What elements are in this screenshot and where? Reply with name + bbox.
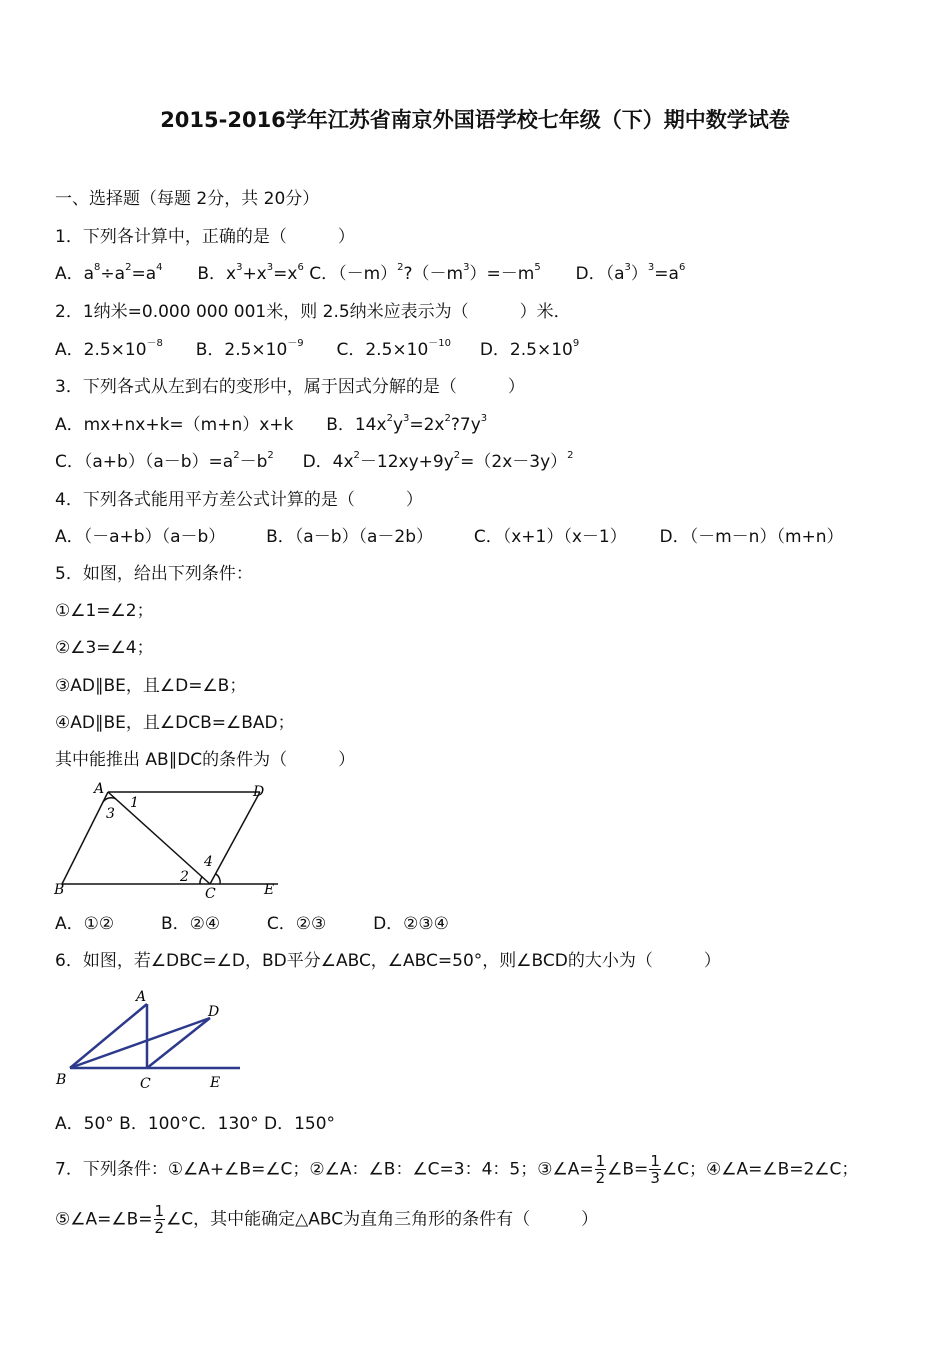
q6-fig-label-b: B: [56, 1072, 67, 1088]
q5-fig-angle-3: 3: [106, 806, 115, 822]
q1-stem: 1．下列各计算中，正确的是（ ）: [55, 227, 355, 247]
q7-fraction-1: [595, 1153, 607, 1186]
section-heading: 一、选择题（每题 2分，共 20分）: [55, 189, 320, 209]
q2-option-d: D．$2.5\times 10^9$: [479, 338, 580, 360]
q4-option-d: D．（－m－n）（m+n）: [659, 527, 844, 547]
page-title: 2015-2016学年江苏省南京外国语学校七年级（下）期中数学试卷: [160, 108, 790, 132]
q4-option-b: B．（a－b）（a－2b）: [266, 527, 434, 547]
q3-option-a: A．mx+nx+k=（m+n）x+k: [55, 415, 294, 435]
q6-fig-label-a: A: [136, 989, 147, 1005]
q7-fraction-2-den: 3: [650, 1169, 660, 1187]
q7-fraction-3-num: 1: [154, 1202, 165, 1220]
q3-stem: 3．下列各式从左到右的变形中，属于因式分解的是（ ）: [55, 377, 525, 397]
q1-option-c: C．$(-m)^2?(-m^3)=-m^5$: [309, 262, 541, 284]
q5-option-b: B．②④: [160, 914, 221, 934]
q7-lead-2: ⑤∠A=∠B=: [55, 1209, 153, 1230]
q3-options-row1: [55, 414, 487, 436]
q7-lead: 7．下列条件：①∠A+∠B=∠C；②∠A：∠B：∠C=3：4：5；③∠A=: [55, 1159, 594, 1180]
q2-option-b: B．$2.5\times 10^{-9}$: [195, 338, 304, 360]
q4-stem: 4．下列各式能用平方差公式计算的是（ ）: [55, 490, 423, 510]
q5-condition-1: ①∠1=∠2；: [55, 601, 154, 621]
q6-stem: 6．如图，若∠DBC=∠D，BD平分∠ABC，∠ABC=50°，则∠BCD的大小为（ ）: [55, 951, 721, 971]
q1-options: [55, 263, 685, 285]
q5-condition-2: ②∠3=∠4；: [55, 638, 154, 658]
q5-fig-label-d: D: [253, 784, 265, 800]
q3-option-d: D．$4x^2-12xy+9y^2=(2x-3y)^2$: [302, 450, 574, 472]
q2-option-a: A．$2.5\times 10^{-8}$: [55, 338, 163, 360]
q2-stem: 2．1纳米=0.000 000 001米，则 2.5纳米应表示为（ ）米．: [55, 302, 571, 322]
q7-fraction-1-den: 2: [595, 1169, 606, 1187]
q7-fraction-2: [649, 1153, 661, 1186]
q5-stem: 5．如图，给出下列条件：: [55, 564, 253, 584]
q7-fraction-2-num: 1: [650, 1152, 660, 1170]
q4-option-a: A．（－a+b）（a－b）: [55, 527, 226, 547]
q7-fraction-3-den: 2: [154, 1219, 165, 1237]
q7-fraction-3: [154, 1203, 166, 1236]
q5-condition-3: ③AD∥BE，且∠D=∠B；: [55, 676, 247, 696]
q5-fig-label-e: E: [264, 882, 275, 898]
q5-fig-angle-1: 1: [130, 795, 139, 811]
q5-condition-4: ④AD∥BE，且∠DCB=∠BAD；: [55, 713, 295, 733]
q5-fig-label-a: A: [94, 781, 105, 797]
q7-tail-2: ∠C，其中能确定△ABC为直角三角形的条件有（ ）: [166, 1209, 599, 1230]
q3-option-b: B．$14x^2y^3=2x^2?7y^3$: [326, 413, 488, 435]
q2-option-c: C．$2.5\times 10^{-10}$: [336, 338, 452, 360]
q1-option-d: D．$(a^3)^3=a^6$: [575, 262, 686, 284]
q5-fig-angle-2: 2: [180, 869, 189, 885]
q1-option-a: A．$a^8\div a^2=a^4$: [55, 262, 163, 284]
q2-options: [55, 339, 579, 361]
q6-fig-label-d: D: [208, 1004, 220, 1020]
q5-figure: [50, 778, 290, 900]
q7-fraction-1-num: 1: [595, 1152, 606, 1170]
q5-question: 其中能推出 AB∥DC的条件为（ ）: [55, 750, 356, 770]
q6-fig-label-e: E: [210, 1075, 221, 1091]
q5-option-d: D．②③④: [373, 914, 449, 934]
q3-options-row2: [55, 451, 574, 473]
q5-fig-label-b: B: [54, 882, 65, 898]
q6-fig-label-c: C: [140, 1076, 151, 1092]
q7-line-2: [55, 1203, 598, 1236]
q5-option-c: C．②③: [266, 914, 327, 934]
q4-options: [55, 526, 844, 548]
q7-line-1: [55, 1153, 858, 1186]
q7-tail: ∠C；④∠A=∠B=2∠C；: [661, 1159, 859, 1180]
q4-option-c: C．（x+1）（x－1）: [473, 527, 627, 547]
q5-fig-label-c: C: [205, 886, 216, 900]
q5-fig-angle-4: 4: [204, 854, 213, 870]
q6-options: A．50° B．100°C．130° D．150°: [55, 1114, 336, 1134]
q6-figure: [50, 986, 250, 1092]
q1-option-b: B．$x^3+x^3=x^6$: [197, 262, 304, 284]
q5-option-a: A．①②: [55, 914, 115, 934]
q7-mid: ∠B=: [607, 1159, 649, 1180]
q5-options: [55, 913, 449, 935]
q3-option-c: C．$(a+b)(a-b)=a^2-b^2$: [55, 450, 274, 472]
